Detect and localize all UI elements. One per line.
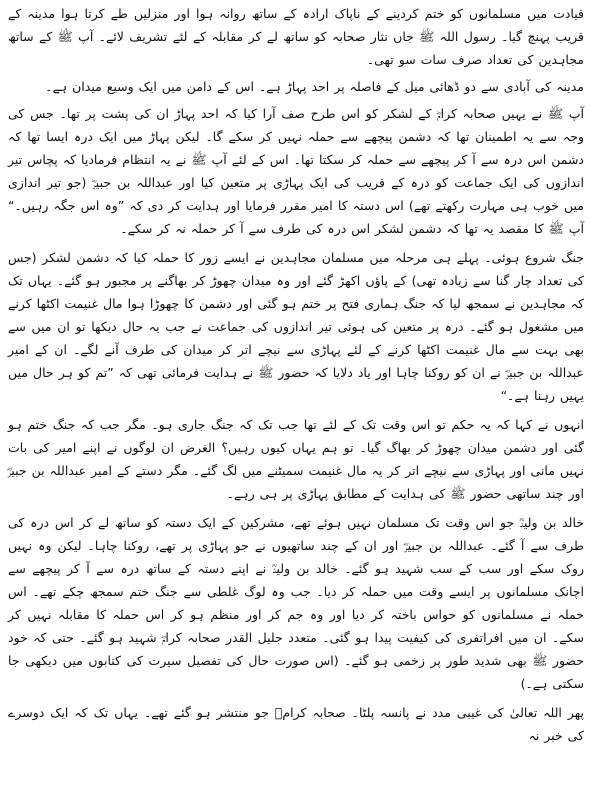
paragraph-mount-uhud: مدینہ کی آبادی سے دو ڈھائی میل کے فاصلہ پر احد پہاڑ ہے۔ اس کے دامن میں ایک وسیع میدان ہے۔ <box>45 79 584 94</box>
paragraph-archers-descend: انہوں نے کہا کہ یہ حکم تو اس وقت تک کے لئے تھا جب تک کہ جنگ جاری ہو۔ مگر جب کہ جنگ ختم ہو گئی اور دشمن میدان چھوڑ کر بھاگ گیا۔ تو ہم یہاں کیوں رہیں؟ الغرض ان لوگوں نے اپنے امیر کی بات نہیں مانی اور پہاڑی سے نیچے اتر کر یہ مال غنیمت سمیٹنے میں لگ گئے۔ مگر دستے کے امیر عبداللہ بن جبیرؓ اور چند ساتھی حضور ﷺ کی ہدایت کے مطابق پہاڑی پر ہی رہے۔ <box>8 417 584 501</box>
paragraph-khalid-attack: خالد بن ولیدؓ جو اس وقت تک مسلمان نہیں ہوئے تھے، مشرکین کے ایک دستہ کو ساتھ لے کر اس درہ کی طرف سے آ گئے۔ عبداللہ بن جبیرؓ اور ان کے چند ساتھیوں نے جو پہاڑی پر تھے، روکنا چاہا۔ لیکن وہ نہیں روک سکے اور سب کے سب شہید ہو گئے۔ خالد بن ولیدؓ نے اپنے دستہ کے ساتھ درہ سے آ کر پیچھے سے اچانک مسلمانوں پر ایسے وقت میں حملہ کر دیا۔ جب وہ لوگ غلطی سے جنگ ختم سمجھ چکے تھے۔ اس حملہ نے مسلمانوں کو حواس باختہ کر دیا اور وہ جم کر اور منظم ہو کر اس حملہ کا مقابلہ نہیں کر سکے۔ ان میں افراتفری کی کیفیت پیدا ہو گئی۔ متعدد جلیل القدر صحابہ کرامؓ شہید ہو گئے۔ حتی کہ خود حضور ﷺ بھی شدید طور پر زخمی ہو گئے۔ (اس صورت حال کی تفصیل سیرت کی کتابوں میں دیکھی جا سکتی ہے۔) <box>8 515 584 691</box>
paragraph-battle-arrangement: آپ ﷺ نے یہیں صحابہ کرامؓ کے لشکر کو اس طرح صف آرا کیا کہ احد پہاڑ ان کی پشت پر تھا۔ جس کی وجہ سے یہ اطمینان تھا کہ دشمن پیچھے سے حملہ نہیں کر سکے گا۔ لیکن پہاڑ میں ایک درہ ایسا تھا کہ دشمن اس درہ سے آ کر پیچھے سے حملہ کر سکتا تھا۔ اس کے لئے آپ ﷺ نے یہ انتظام فرمادیا کہ پچاس تیر اندازوں کی ایک جماعت کو درہ کے قریب کی ایک پہاڑی پر متعین کیا اور عبداللہ بن جبیرؓ (جو تیر اندازی میں خوب ہی مہارت رکھتے تھے) اس دستہ کا امیر مقرر فرمایا اور ہدایت کر دی کہ ”وہ اس جگہ رہیں۔“ آپ ﷺ کا مقصد یہ تھا کہ دشمن لشکر اس درہ کی طرف سے آ کر حملہ نہ کر سکے۔ <box>8 106 584 236</box>
paragraph-march-to-madina: قیادت میں مسلمانوں کو ختم کردینے کے ناپاک ارادہ کے ساتھ روانہ ہوا اور منزلیں طے کرتا ہوا مدینہ کے قریب پہنچ گیا۔ رسول اللہ ﷺ جاں نثار صحابہ کو ساتھ لے کر مقابلہ کے لئے تشریف لائے۔ آپ ﷺ کے ساتھ مجاہدین کی تعداد صرف سات سو تھی۔ <box>8 6 584 67</box>
paragraph-divine-help: پھر اللہ تعالیٰ کی غیبی مدد نے پانسہ پلٹا۔ صحابہ کرامؓ جو منتشر ہو گئے تھے۔ یہاں تک کہ ایک دوسرے کی خبر نہ <box>8 705 584 743</box>
paragraph-battle-begins: جنگ شروع ہوئی۔ پہلے ہی مرحلہ میں مسلمان مجاہدین نے ایسے زور کا حملہ کیا کہ دشمن لشکر (جس کی تعداد چار گنا سے زیادہ تھی) کے پاؤں اکھڑ گئے اور وہ میدان چھوڑ کر بھاگنے پر مجبور ہو گئے۔ یہاں تک کہ مجاہدین نے سمجھ لیا کہ جنگ ہماری فتح پر ختم ہو گئی اور دشمن کا چھوڑا ہوا مال غنیمت اکٹھا کرنے میں مشغول ہو گئے۔ درہ پر متعین کی ہوئی تیر اندازوں کی جماعت نے جب یہ حال دیکھا تو ان میں سے بھی بہت سے مال غنیمت اکٹھا کرنے کے لئے پہاڑی سے نیچے اتر کر میدان کی طرف آنے لگے۔ ان کے امیر عبداللہ بن جبیرؓ نے ان کو روکنا چاہا اور یاد دلایا کہ حضور ﷺ نے ہدایت فرمائی تھی کہ ”تم کو ہر حال میں یہیں رہنا ہے۔“ <box>8 250 584 403</box>
